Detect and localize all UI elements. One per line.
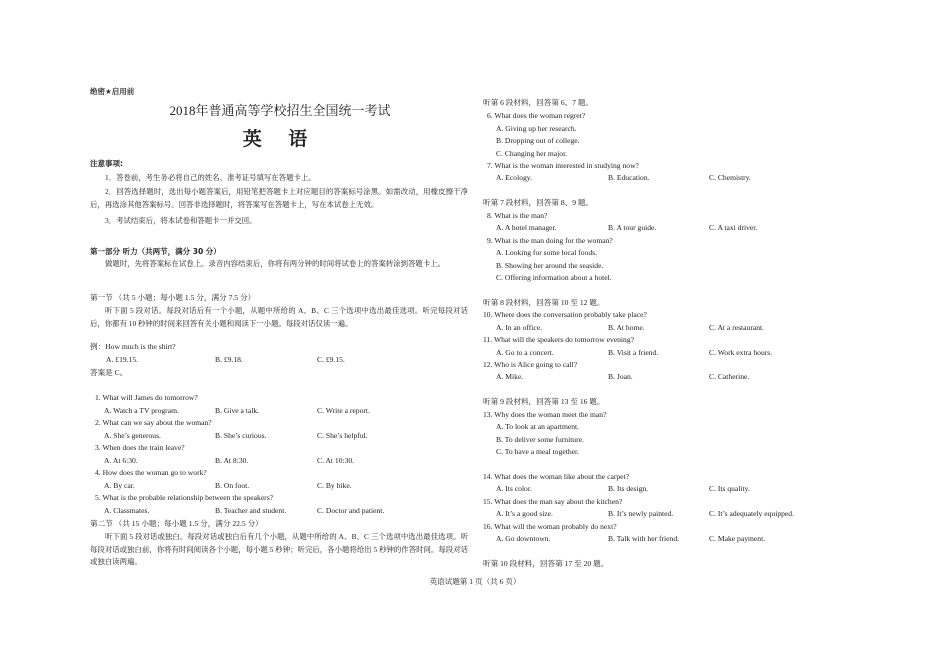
q13-option-b: B. To deliver some furniture. bbox=[496, 435, 584, 444]
q4-option-b: B. On foot. bbox=[215, 481, 250, 490]
q8-option-c: C. A taxi driver. bbox=[709, 223, 758, 232]
q16-option-a: A. Go downtown. bbox=[496, 534, 551, 543]
question-11: 11. What will the speakers do tomorrow evening? bbox=[483, 335, 634, 344]
question-7: 7. What is the woman interested in studying now? bbox=[487, 161, 639, 170]
notice-heading: 注意事项: bbox=[90, 159, 123, 168]
question-13: 13. Why does the woman meet the man? bbox=[483, 410, 607, 419]
q2-option-a: A. She’s generous. bbox=[104, 431, 161, 440]
question-15: 15. What does the man say about the kitchen? bbox=[483, 497, 623, 506]
q7-option-b: B. Education. bbox=[608, 173, 650, 182]
q3-option-b: B. At 8:30. bbox=[215, 456, 249, 465]
q6-option-b: B. Dropping out of college. bbox=[496, 136, 580, 145]
q5-option-c: C. Doctor and patient. bbox=[317, 506, 385, 515]
page-number-footer: 英语试题第 1 页（共 6 页） bbox=[429, 577, 521, 586]
question-10: 10. Where does the conversation probably take place? bbox=[483, 310, 647, 319]
q8-option-a: A. A hotel manager. bbox=[496, 223, 557, 232]
q7-option-c: C. Chemistry. bbox=[709, 173, 751, 182]
q15-option-b: B. It’s newly painted. bbox=[608, 509, 674, 518]
q16-option-c: C. Make payment. bbox=[709, 534, 766, 543]
q15-option-c: C. It’s adequately equipped. bbox=[709, 509, 794, 518]
question-3: 3. When does the train leave? bbox=[95, 443, 185, 452]
q3-option-c: C. At 10:30. bbox=[317, 456, 355, 465]
q14-option-b: B. Its design. bbox=[608, 484, 649, 493]
q11-option-a: A. Go to a concert. bbox=[496, 348, 554, 357]
q1-option-b: B. Give a talk. bbox=[215, 406, 260, 415]
example-question: 例：How much is the shirt? bbox=[90, 342, 176, 351]
example-option-b: B. £9.18. bbox=[215, 355, 243, 364]
q12-option-a: A. Mike. bbox=[496, 372, 524, 381]
q2-option-c: C. She’s helpful. bbox=[317, 431, 368, 440]
question-12: 12. Who is Alice going to call? bbox=[483, 360, 578, 369]
section1-heading: 第一节 （共 5 小题；每小题 1.5 分，满分 7.5 分） bbox=[90, 293, 256, 302]
q6-option-a: A. Giving up her research. bbox=[496, 124, 577, 133]
q13-option-c: C. To have a meal together. bbox=[496, 447, 580, 456]
example-option-a: A. £19.15. bbox=[106, 355, 139, 364]
q7-option-a: A. Ecology. bbox=[496, 173, 532, 182]
q1-option-a: A. Watch a TV program. bbox=[104, 406, 179, 415]
q11-option-c: C. Work extra hours. bbox=[709, 348, 773, 357]
question-4: 4. How does the woman go to work? bbox=[95, 468, 207, 477]
q6-option-c: C. Changing her major. bbox=[496, 149, 568, 158]
q4-option-a: A. By car. bbox=[104, 481, 135, 490]
q8-option-b: B. A tour guide. bbox=[608, 223, 657, 232]
q14-option-c: C. Its quality. bbox=[709, 484, 750, 493]
section2-heading: 第二节 （共 15 小题；每小题 1.5 分，满分 22.5 分） bbox=[90, 519, 263, 528]
q12-option-c: C. Catherine. bbox=[709, 372, 750, 381]
notice-item-2: 2．回答选择题时，选出每小题答案后，用铅笔把答题卡上对应题目的答案标号涂黑。如需改动，用橡皮擦干净后，再选涂其他答案标号。回答非选择题时，将答案写在答题卡上，写在本试卷上无效。 bbox=[90, 187, 468, 209]
question-9: 9. What is the man doing for the woman? bbox=[487, 236, 613, 245]
q5-option-a: A. Classmates. bbox=[104, 506, 150, 515]
q15-option-a: A. It’s a good size. bbox=[496, 509, 553, 518]
subject-title: 英 语 bbox=[242, 128, 318, 150]
question-2: 2. What can we say about the woman? bbox=[95, 418, 212, 427]
q10-option-a: A. In an office. bbox=[496, 323, 543, 332]
section2-instruction: 听下面 5 段对话或独白。每段对话或独白后有几个小题，从题中所给的 A、B、C 三个选项中选出最佳选项。听每段对话或独白前，你将有时间阅读各个小题，每小题 5 秒钟；听完后，各小题将给出 5 秒钟的作答时间。每段对话或独白读两遍。 bbox=[90, 532, 468, 567]
q1-option-c: C. Write a report. bbox=[317, 406, 370, 415]
material-10-label: 听第 10 段材料，回答第 17 至 20 题。 bbox=[483, 559, 609, 568]
exam-title: 2018年普通高等学校招生全国统一考试 bbox=[169, 103, 391, 118]
part1-instruction: 做题时，先将答案标在试卷上。录音内容结束后，你将有两分钟的时间将试卷上的答案转涂到答题卡上。 bbox=[105, 259, 445, 268]
material-9-label: 听第 9 段材料，回答第 13 至 16 题。 bbox=[483, 397, 605, 406]
q10-option-c: C. At a restaurant. bbox=[709, 323, 765, 332]
q16-option-b: B. Talk with her friend. bbox=[608, 534, 680, 543]
section1-instruction: 听下面 5 段对话。每段对话后有一个小题，从题中所给的 A、B、C 三个选项中选出最佳选项。听完每段对话后，你都有 10 秒钟的时间来回答有关小题和阅读下一小题。每段对话仅读一遍。 bbox=[90, 306, 468, 328]
q9-option-b: B. Showing her around the seaside. bbox=[496, 261, 604, 270]
notice-item-1: 1．答卷前，考生务必将自己的姓名、准考证号填写在答题卡上。 bbox=[105, 173, 316, 182]
example-answer: 答案是 C。 bbox=[90, 368, 128, 377]
question-8: 8. What is the man? bbox=[487, 211, 548, 220]
confidential-label: 绝密★启用前 bbox=[90, 87, 135, 96]
question-6: 6. What does the woman regret? bbox=[487, 111, 586, 120]
question-5: 5. What is the probable relationship between the speakers? bbox=[95, 493, 274, 502]
question-1: 1. What will James do tomorrow? bbox=[95, 393, 198, 402]
q5-option-b: B. Teacher and student. bbox=[215, 506, 287, 515]
example-option-c: C. £9.15. bbox=[317, 355, 345, 364]
part1-heading: 第一部分 听力（共两节，满分 30 分） bbox=[90, 247, 221, 256]
q14-option-a: A. Its color. bbox=[496, 484, 532, 493]
notice-item-3: 3．考试结束后，将本试卷和答题卡一并交回。 bbox=[105, 216, 257, 225]
q12-option-b: B. Joan. bbox=[608, 372, 633, 381]
q11-option-b: B. Visit a friend. bbox=[608, 348, 659, 357]
question-14: 14. What does the woman like about the carpet? bbox=[483, 472, 629, 481]
q4-option-c: C. By bike. bbox=[317, 481, 352, 490]
material-7-label: 听第 7 段材料，回答第 8、9 题。 bbox=[483, 198, 594, 207]
q13-option-a: A. To look at an apartment. bbox=[496, 422, 580, 431]
q9-option-c: C. Offering information about a hotel. bbox=[496, 273, 612, 282]
q2-option-b: B. She’s curious. bbox=[215, 431, 267, 440]
material-6-label: 听第 6 段材料，回答第 6、7 题。 bbox=[483, 98, 594, 107]
q10-option-b: B. At home. bbox=[608, 323, 645, 332]
q3-option-a: A. At 6:30. bbox=[104, 456, 138, 465]
material-8-label: 听第 8 段材料，回答第 10 至 12 题。 bbox=[483, 298, 605, 307]
question-16: 16. What will the woman probably do next? bbox=[483, 522, 617, 531]
q9-option-a: A. Looking for some local foods. bbox=[496, 248, 598, 257]
